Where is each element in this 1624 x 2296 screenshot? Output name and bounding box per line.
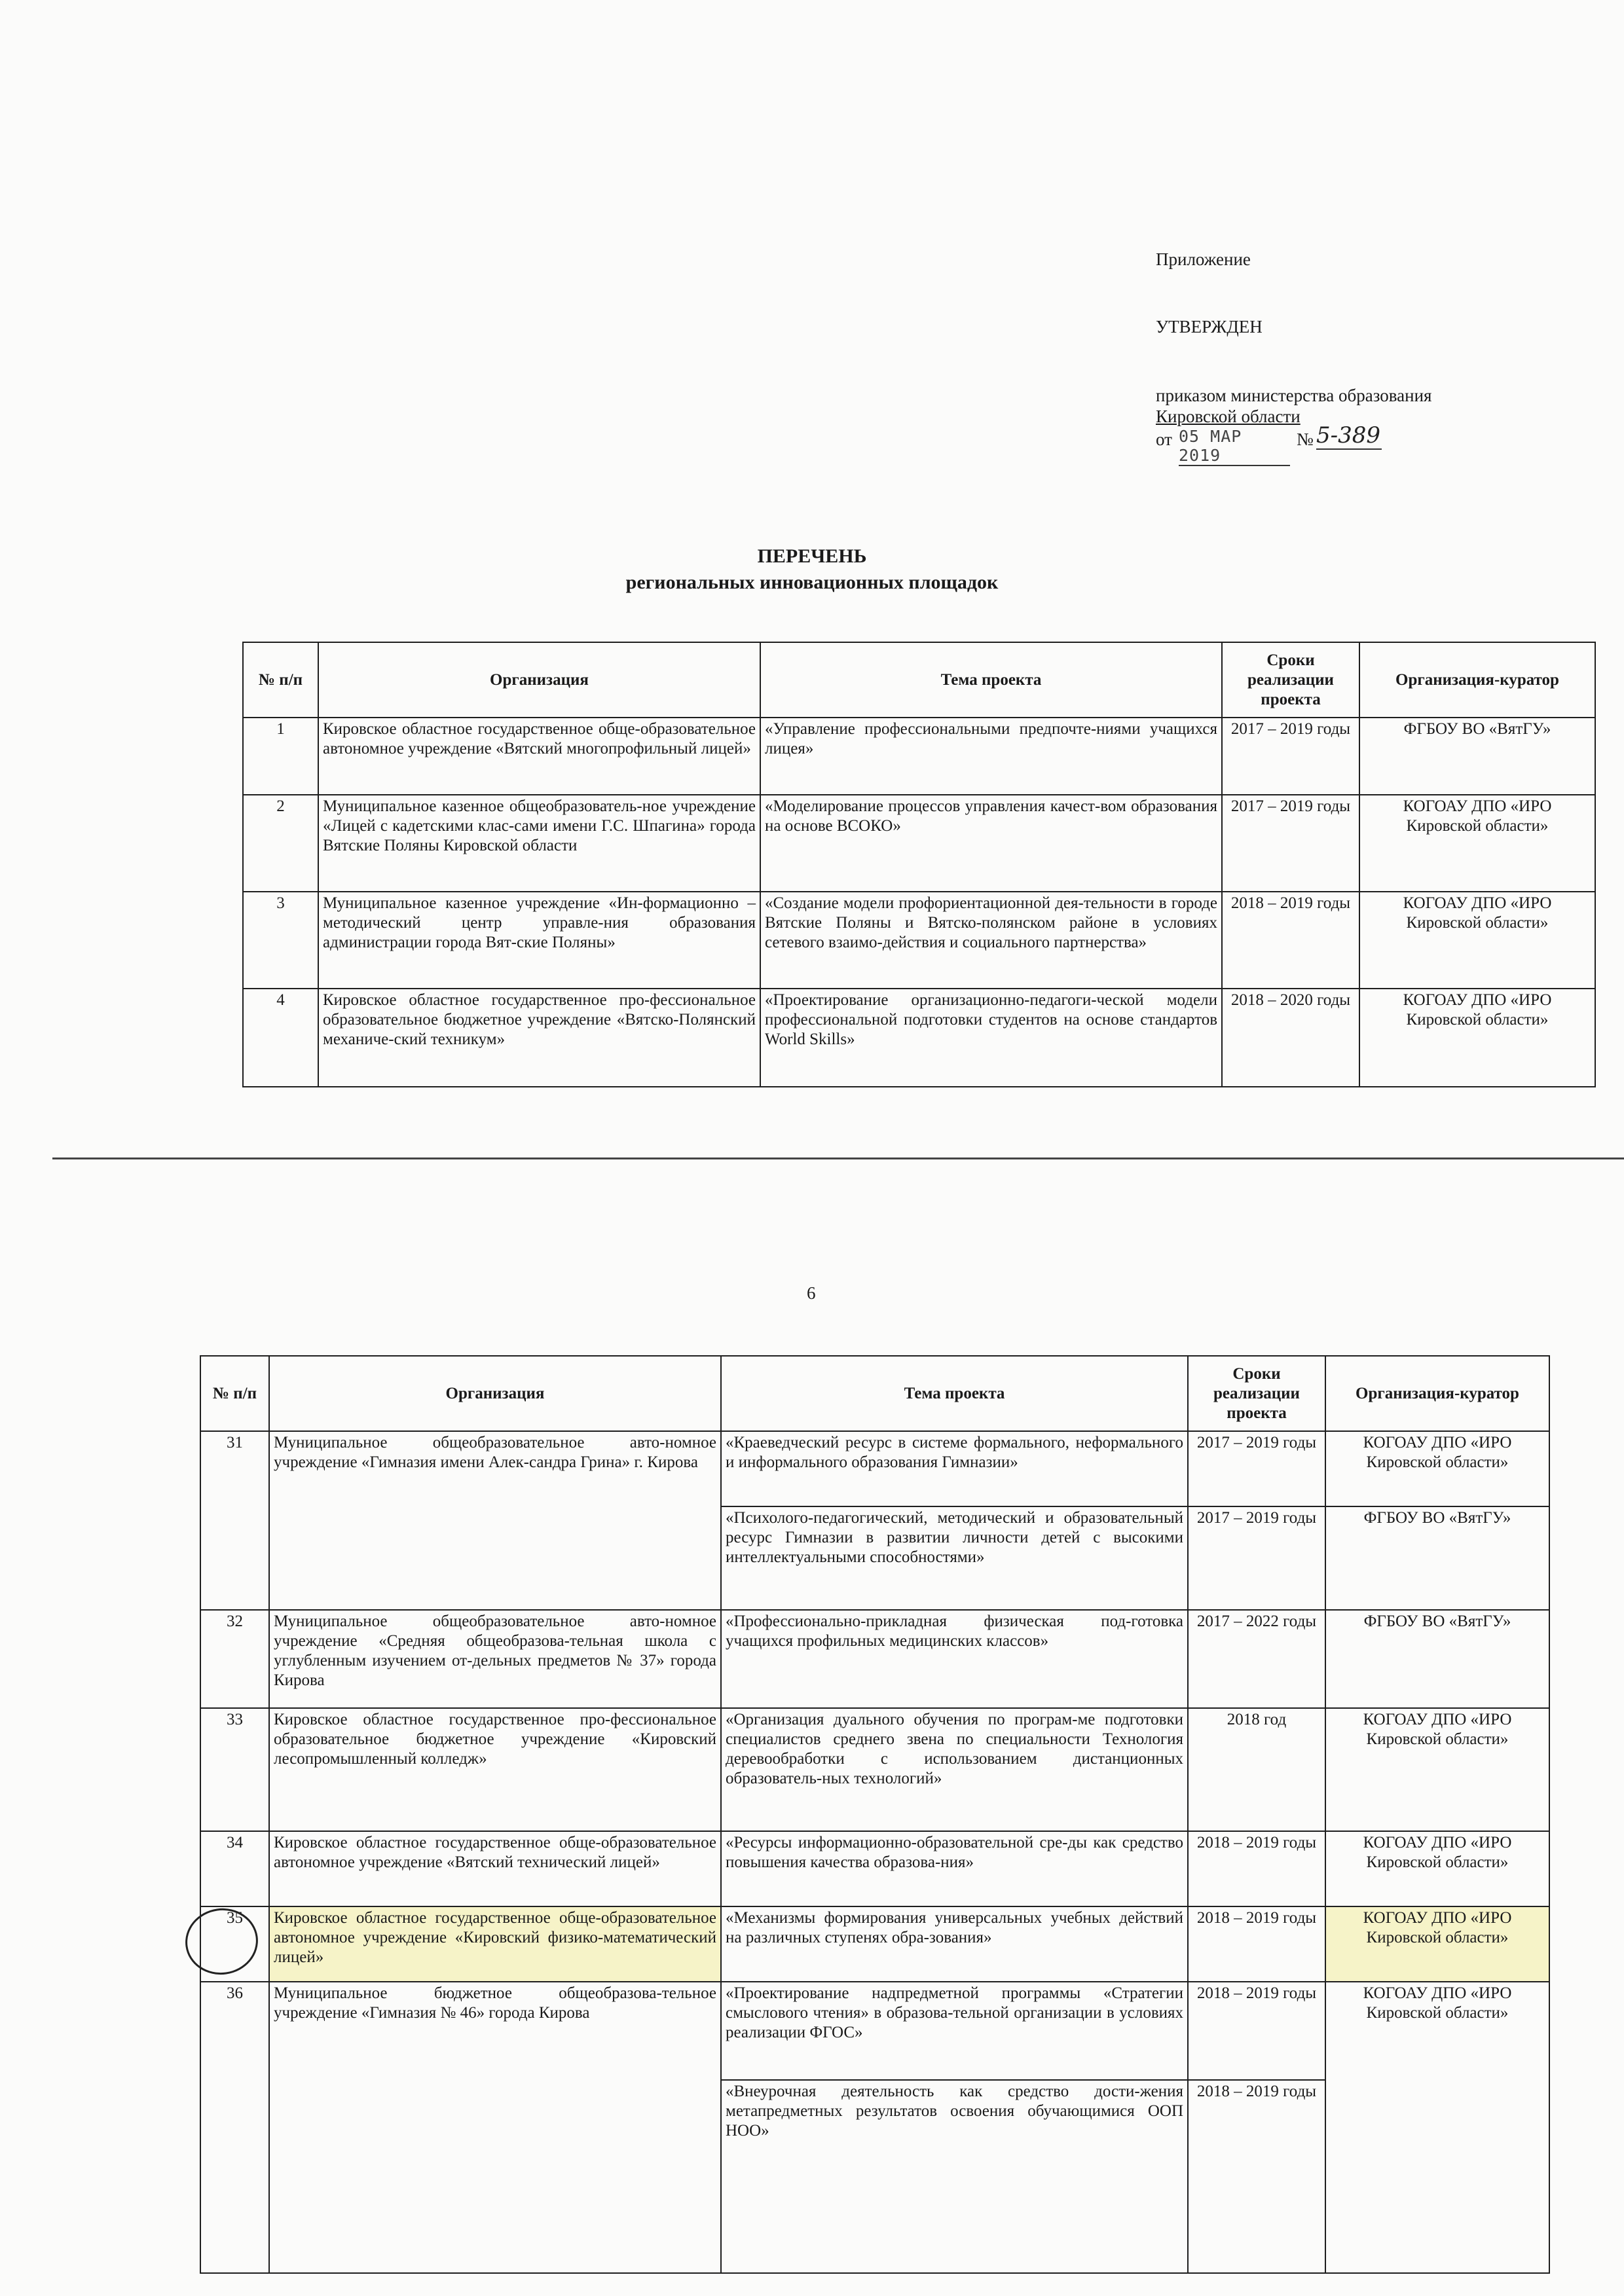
row-topic: «Управление профессиональными предпочте-ниями учащихся лицея» [760, 718, 1222, 795]
header-period: Сроки реализации проекта [1188, 1356, 1325, 1431]
table-header-row [200, 1356, 1549, 1431]
row-num: 35 [200, 1906, 269, 1982]
row-period: 2017 – 2022 годы [1188, 1610, 1325, 1708]
header-period: Сроки реализации проекта [1222, 642, 1359, 718]
row-topic: «Создание модели профориентационной дея-тельности в городе Вятские Поляны и Вятско-полянском районе в условиях сетевого взаимо-действия и социального партнерства» [760, 892, 1222, 989]
header-num: № п/п [200, 1356, 269, 1431]
row-period: 2017 – 2019 годы [1222, 795, 1359, 892]
row-curator: КОГОАУ ДПО «ИРО Кировской области» [1359, 989, 1595, 1087]
row-topic: «Психолого-педагогический, методический и образовательный ресурс Гимназии в развитии личности детей с высокими интеллектуальными способностями» [721, 1506, 1188, 1610]
row-period: 2017 – 2019 годы [1222, 718, 1359, 795]
table-row [200, 1610, 1549, 1708]
row-topic: «Внеурочная деятельность как средство дости-жения метапредметных результатов освоения обучающимися ООП НОО» [721, 2080, 1188, 2273]
row-period: 2018 год [1188, 1708, 1325, 1831]
innovation-sites-table-2 [200, 1355, 1550, 2274]
row-topic: «Механизмы формирования универсальных учебных действий на различных ступенях обра-зования» [721, 1906, 1188, 1982]
row-curator: КОГОАУ ДПО «ИРО Кировской области» [1359, 795, 1595, 892]
number-prefix: № [1297, 429, 1314, 449]
table-row [243, 718, 1595, 795]
row-organization: Муниципальное казенное общеобразователь-ное учреждение «Лицей с кадетскими клас-сами имени Г.С. Шпагина» города Вятские Поляны Кировской области [318, 795, 760, 892]
table-row [200, 1831, 1549, 1906]
row-num: 4 [243, 989, 318, 1087]
header-topic: Тема проекта [760, 642, 1222, 718]
page-number: 6 [807, 1283, 816, 1303]
row-curator: ФГБОУ ВО «ВятГУ» [1359, 718, 1595, 795]
row-period: 2018 – 2019 годы [1188, 1982, 1325, 2080]
table-row [243, 989, 1595, 1087]
row-period: 2017 – 2019 годы [1188, 1431, 1325, 1506]
row-num: 2 [243, 795, 318, 892]
row-period: 2017 – 2019 годы [1188, 1506, 1325, 1610]
row-num: 34 [200, 1831, 269, 1906]
table-header-row [243, 642, 1595, 718]
header-organization: Организация [269, 1356, 721, 1431]
row-period: 2018 – 2019 годы [1188, 2080, 1325, 2273]
date-stamp: 05 МАР 2019 [1179, 427, 1290, 466]
date-prefix: от [1156, 429, 1172, 449]
table-row [200, 1982, 1549, 2080]
row-topic: «Краеведческий ресурс в системе формального, неформального и информального образования Гимназии» [721, 1431, 1188, 1506]
table-row [200, 1431, 1549, 1506]
row-curator: КОГОАУ ДПО «ИРО Кировской области» [1325, 1831, 1549, 1906]
table-row-highlighted [200, 1906, 1549, 1982]
row-curator: КОГОАУ ДПО «ИРО Кировской области» [1325, 1982, 1549, 2273]
approved-label: УТВЕРЖДЕН [1156, 317, 1263, 337]
page-subtitle: региональных инновационных площадок [625, 572, 999, 593]
row-organization: Кировское областное государственное обще-образовательное автономное учреждение «Кировский физико-математический лицей» [269, 1906, 721, 1982]
innovation-sites-table-1 [242, 642, 1596, 1087]
row-curator: ФГБОУ ВО «ВятГУ» [1325, 1506, 1549, 1610]
page-fold-divider [52, 1157, 1624, 1159]
table-row [200, 1708, 1549, 1831]
row-curator: КОГОАУ ДПО «ИРО Кировской области» [1325, 1906, 1549, 1982]
row-organization: Кировское областное государственное про-фессиональное образовательное бюджетное учреждение «Вятско-Полянский механиче-ский техникум» [318, 989, 760, 1087]
row-num: 3 [243, 892, 318, 989]
header-num: № п/п [243, 642, 318, 718]
row-curator: КОГОАУ ДПО «ИРО Кировской области» [1325, 1708, 1549, 1831]
row-topic: «Проектирование организационно-педагоги-ческой модели профессиональной подготовки студентов на основе стандартов World Skills» [760, 989, 1222, 1087]
row-curator: ФГБОУ ВО «ВятГУ» [1325, 1610, 1549, 1708]
order-number-handwritten: 5-389 [1316, 422, 1381, 448]
header-curator: Организация-куратор [1359, 642, 1595, 718]
row-organization: Кировское областное государственное обще-образовательное автономное учреждение «Вятский многопрофильный лицей» [318, 718, 760, 795]
row-period: 2018 – 2019 годы [1188, 1831, 1325, 1906]
table-row [243, 795, 1595, 892]
row-period: 2018 – 2019 годы [1222, 892, 1359, 989]
row-num: 1 [243, 718, 318, 795]
header-curator: Организация-куратор [1325, 1356, 1549, 1431]
order-line-2: Кировской области [1156, 407, 1301, 426]
row-organization: Муниципальное общеобразовательное авто-номное учреждение «Гимназия имени Алек-сандра Грина» г. Кирова [269, 1431, 721, 1610]
appendix-label: Приложение [1156, 249, 1251, 269]
row-topic: «Профессионально-прикладная физическая под-готовка учащихся профильных медицинских классов» [721, 1610, 1188, 1708]
row-topic: «Проектирование надпредметной программы «Стратегии смыслового чтения» в образова-тельной организации в условиях реализации ФГОС» [721, 1982, 1188, 2080]
row-num: 36 [200, 1982, 269, 2273]
row-organization: Муниципальное бюджетное общеобразова-тельное учреждение «Гимназия № 46» города Кирова [269, 1982, 721, 2273]
row-num: 32 [200, 1610, 269, 1708]
page-title: ПЕРЕЧЕНЬ [757, 545, 867, 567]
header-topic: Тема проекта [721, 1356, 1188, 1431]
header-organization: Организация [318, 642, 760, 718]
row-topic: «Организация дуального обучения по програм-ме подготовки специалистов среднего звена по специальности Технология деревообработки с использованием дистанционных образователь-ных технологий» [721, 1708, 1188, 1831]
row-period: 2018 – 2020 годы [1222, 989, 1359, 1087]
row-organization: Кировское областное государственное про-фессиональное образовательное бюджетное учреждение «Кировский лесопромышленный колледж» [269, 1708, 721, 1831]
row-topic: «Ресурсы информационно-образовательной сре-ды как средство повышения качества образова-ния» [721, 1831, 1188, 1906]
table-row [243, 892, 1595, 989]
row-organization: Муниципальное общеобразовательное авто-номное учреждение «Средняя общеобразова-тельная школа с углубленным изучением от-дельных предметов № 37» города Кирова [269, 1610, 721, 1708]
row-num: 31 [200, 1431, 269, 1610]
row-period: 2018 – 2019 годы [1188, 1906, 1325, 1982]
row-topic: «Моделирование процессов управления качест-вом образования на основе ВСОКО» [760, 795, 1222, 892]
row-curator: КОГОАУ ДПО «ИРО Кировской области» [1359, 892, 1595, 989]
row-num: 33 [200, 1708, 269, 1831]
order-line-1: приказом министерства образования [1156, 386, 1432, 405]
row-curator: КОГОАУ ДПО «ИРО Кировской области» [1325, 1431, 1549, 1506]
row-organization: Кировское областное государственное обще-образовательное автономное учреждение «Вятский технический лицей» [269, 1831, 721, 1906]
row-organization: Муниципальное казенное учреждение «Ин-формационно – методический центр управле-ния образования администрации города Вят-ские Поляны» [318, 892, 760, 989]
